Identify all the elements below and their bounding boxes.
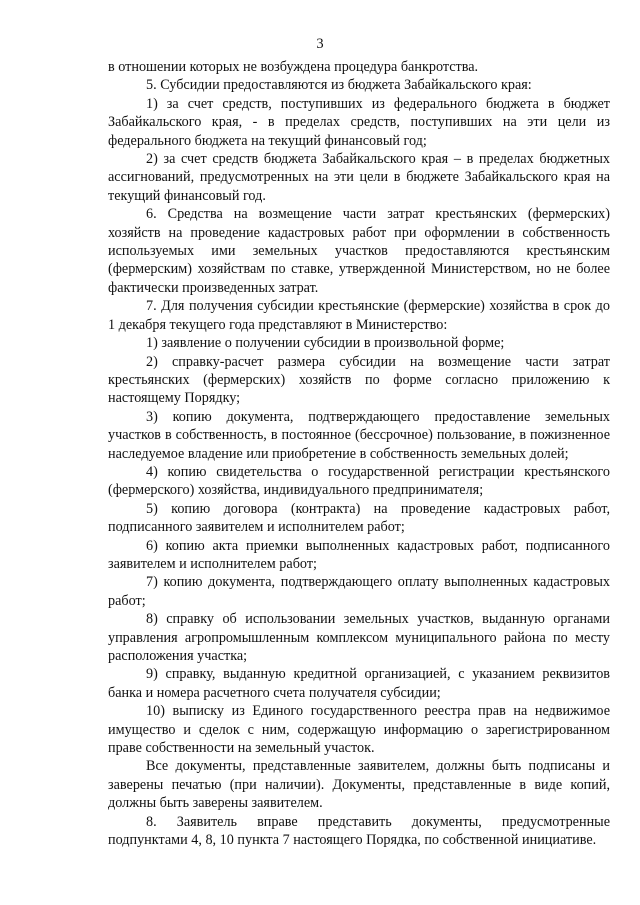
paragraph-clause-7-item-3: 3) копию документа, подтверждающего предоставление земельных участков в собственность, в постоянное (бессрочное) пользование, в пожизненное наследуемое владение или приобретение в собственность земельных долей; [108, 408, 610, 462]
paragraph-clause-7-item-9: 9) справку, выданную кредитной организацией, с указанием реквизитов банка и номера расчетного счета получателя субсидии; [108, 666, 610, 701]
paragraph-continuation: в отношении которых не возбуждена процедура банкротства. [108, 59, 479, 75]
paragraph-clause-7-item-2: 2) справку-расчет размера субсидии на возмещение части затрат крестьянских (фермерских) хозяйств по форме согласно приложению к настоящему Порядку; [108, 353, 610, 407]
paragraph-clause-7-item-7: 7) копию документа, подтверждающего оплату выполненных кадастровых работ; [108, 574, 610, 609]
paragraph-clause-7-item-6: 6) копию акта приемки выполненных кадастровых работ, подписанного заявителем и исполнителем работ; [108, 537, 610, 572]
paragraph-clause-5-item-2: 2) за счет средств бюджета Забайкальского края – в пределах бюджетных ассигнований, предусмотренных на эти цели в бюджете Забайкальского края на текущий финансовый год. [108, 151, 610, 204]
paragraph-clause-7-item-5: 5) копию договора (контракта) на проведение кадастровых работ, подписанного заявителем и исполнителем работ; [108, 500, 610, 536]
paragraph-clause-7-item-10: 10) выписку из Единого государственного реестра прав на недвижимое имущество и сделок с ним, содержащую информацию о зарегистрированном праве собственности на земельный участок. [108, 703, 610, 757]
paragraph-clause-7-item-1: 1) заявление о получении субсидии в произвольной форме; [146, 335, 505, 352]
paragraph-clause-8: 8. Заявитель вправе представить документы, предусмотренные подпунктами 4, 8, 10 пункта 7 настоящего Порядка, по собственной инициативе. [108, 813, 610, 849]
document-body [108, 58, 610, 849]
paragraph-clause-5-item-1: 1) за счет средств, поступивших из федерального бюджета в бюджет Забайкальского края, - в пределах средств, поступивших на эти цели из федерального бюджета на текущий финансовый год; [108, 95, 610, 149]
paragraph-clause-5: 5. Субсидии предоставляются из бюджета Забайкальского края: [146, 77, 532, 94]
paragraph-clause-7-item-4: 4) копию свидетельства о государственной регистрации крестьянского (фермерского) хозяйства, индивидуального предпринимателя; [108, 463, 610, 499]
paragraph-clause-7: 7. Для получения субсидии крестьянские (фермерские) хозяйства в срок до 1 декабря текущего года представляют в Министерство: [108, 298, 610, 333]
paragraph-documents-certification: Все документы, представленные заявителем, должны быть подписаны и заверены печатью (при наличии). Документы, представленные в виде копий, должны быть заверены заявителем. [108, 758, 610, 812]
paragraph-clause-7-item-8: 8) справку об использовании земельных участков, выданную органами управления агропромышленным комплексом муниципального района по месту расположения участка; [108, 611, 610, 664]
paragraph-clause-6: 6. Средства на возмещение части затрат крестьянских (фермерских) хозяйств на проведение кадастровых работ при оформлении в собственность используемых ими земельных участков предоставляются крестьянским (фермерским) хозяйствам по ставке, утвержденной Министерством, но не более фактически произведенных затрат. [108, 206, 610, 296]
page-number: 3 [316, 36, 324, 52]
